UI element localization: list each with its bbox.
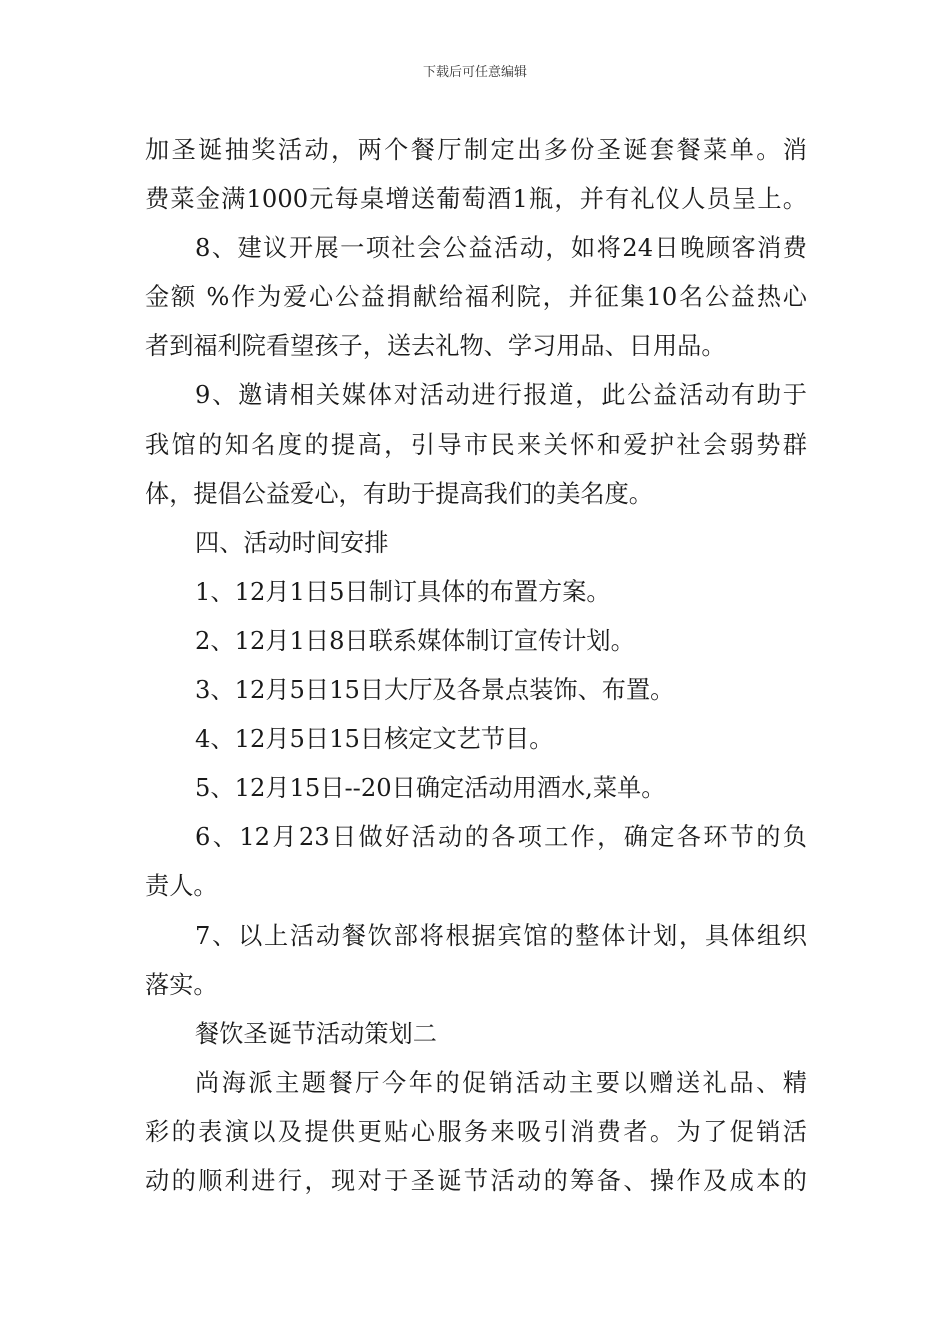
text-line: 我馆的知名度的提高，引导市民来关怀和爱护社会弱势群 [145,430,807,459]
text-line: 9、邀请相关媒体对活动进行报道，此公益活动有助于 [195,381,807,410]
text-line: 3、12月5日15日大厅及各景点装饰、布置。 [195,676,675,705]
text-line: 四、活动时间安排 [195,528,389,557]
text-line: 7、以上活动餐饮部将根据宾馆的整体计划，具体组织 [195,921,807,950]
text-line: 者到福利院看望孩子，送去礼物、学习用品、日用品。 [145,332,726,361]
text-line: 动的顺利进行，现对于圣诞节活动的筹备、操作及成本的 [145,1166,807,1195]
text-line: 尚海派主题餐厅今年的促销活动主要以赠送礼品、精 [195,1068,807,1097]
text-line: 落实。 [145,970,218,999]
text-line: 2、12月1日8日联系媒体制订宣传计划。 [195,626,635,655]
text-line: 餐饮圣诞节活动策划二 [195,1019,437,1048]
text-line: 加圣诞抽奖活动，两个餐厅制定出多份圣诞套餐菜单。消 [145,136,807,164]
text-line: 体，提倡公益爱心，有助于提高我们的美名度。 [145,479,653,508]
document-body [145,126,807,1206]
text-line: 责人。 [145,872,218,901]
page-header-note: 下载后可任意编辑 [422,65,527,80]
text-line: 6、12月23日做好活动的各项工作，确定各环节的负 [195,823,807,852]
text-line: 5、12月15日--20日确定活动用酒水,菜单。 [195,774,666,803]
text-line: 1、12月1日5日制订具体的布置方案。 [195,577,611,606]
text-line: 4、12月5日15日核定文艺节目。 [195,725,554,754]
text-line: 金额 %作为爱心公益捐献给福利院，并征集10名公益热心 [145,283,807,312]
text-line: 8、建议开展一项社会公益活动，如将24日晚顾客消费 [195,234,807,263]
text-line: 彩的表演以及提供更贴心服务来吸引消费者。为了促销活 [145,1117,807,1146]
text-line: 费菜金满1000元每桌增送葡萄酒1瓶，并有礼仪人员呈上。 [145,185,807,214]
